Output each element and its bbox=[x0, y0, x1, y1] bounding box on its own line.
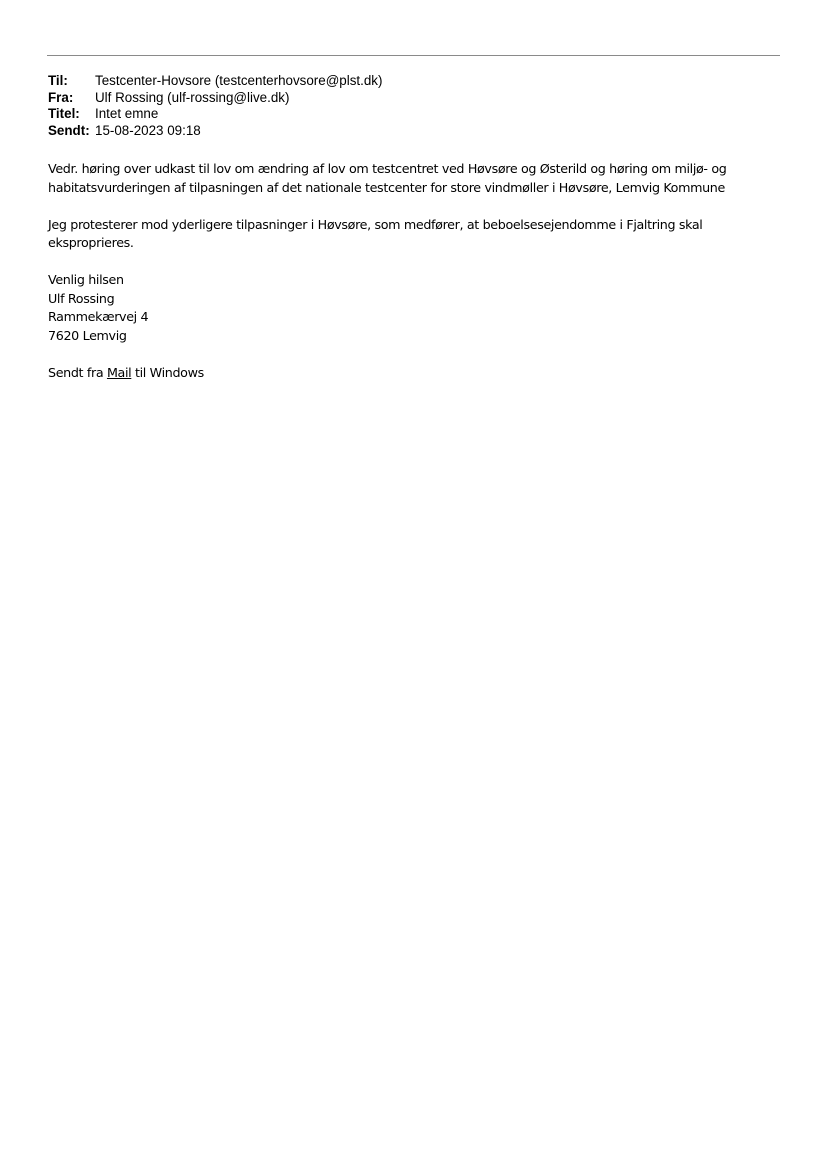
sent-from-suffix: til Windows bbox=[131, 364, 204, 380]
paragraph-line: Jeg protesterer mod yderligere tilpasninger i Høvsøre, som medfører, at beboelsesejendomme i Fjaltring skal bbox=[48, 216, 703, 232]
header-row-subject bbox=[48, 106, 382, 123]
signature-greeting: Venlig hilsen bbox=[48, 272, 124, 287]
signature-city: 7620 Lemvig bbox=[48, 327, 127, 343]
paragraph-protest bbox=[48, 216, 788, 253]
from-value: Ulf Rossing (ulf-rossing@live.dk) bbox=[95, 89, 290, 105]
header-row-to bbox=[48, 73, 382, 90]
sent-from-prefix: Sendt fra bbox=[48, 364, 107, 380]
from-label: Fra: bbox=[48, 89, 74, 105]
sent-label: Sendt: bbox=[48, 122, 90, 138]
paragraph-line: habitatsvurderingen af tilpasningen af det nationale testcenter for store vindmøller i Høvsøre, Lemvig Kommune bbox=[48, 179, 725, 195]
email-header bbox=[48, 73, 382, 139]
paragraph-subject-reference bbox=[48, 160, 788, 197]
sent-from-footer bbox=[48, 364, 788, 383]
signature-block bbox=[48, 271, 788, 345]
to-value: Testcenter-Hovsore (testcenterhovsore@plst.dk) bbox=[95, 73, 383, 88]
header-row-from bbox=[48, 90, 382, 107]
signature-street: Rammekærvej 4 bbox=[48, 309, 149, 324]
paragraph-line: Vedr. høring over udkast til lov om ændring af lov om testcentret ved Høvsøre og Østerild og høring om miljø- og bbox=[48, 161, 727, 176]
subject-label: Titel: bbox=[48, 106, 80, 121]
mail-link[interactable]: Mail bbox=[106, 364, 132, 380]
to-label: Til: bbox=[48, 73, 68, 88]
subject-value: Intet emne bbox=[95, 106, 159, 121]
email-body bbox=[48, 160, 788, 401]
sent-from-line bbox=[48, 364, 788, 383]
header-divider bbox=[47, 55, 780, 56]
sent-value: 15-08-2023 09:18 bbox=[95, 122, 201, 138]
paragraph-line: eksproprieres. bbox=[48, 235, 134, 250]
signature-name: Ulf Rossing bbox=[48, 290, 115, 306]
header-row-sent bbox=[48, 123, 382, 140]
